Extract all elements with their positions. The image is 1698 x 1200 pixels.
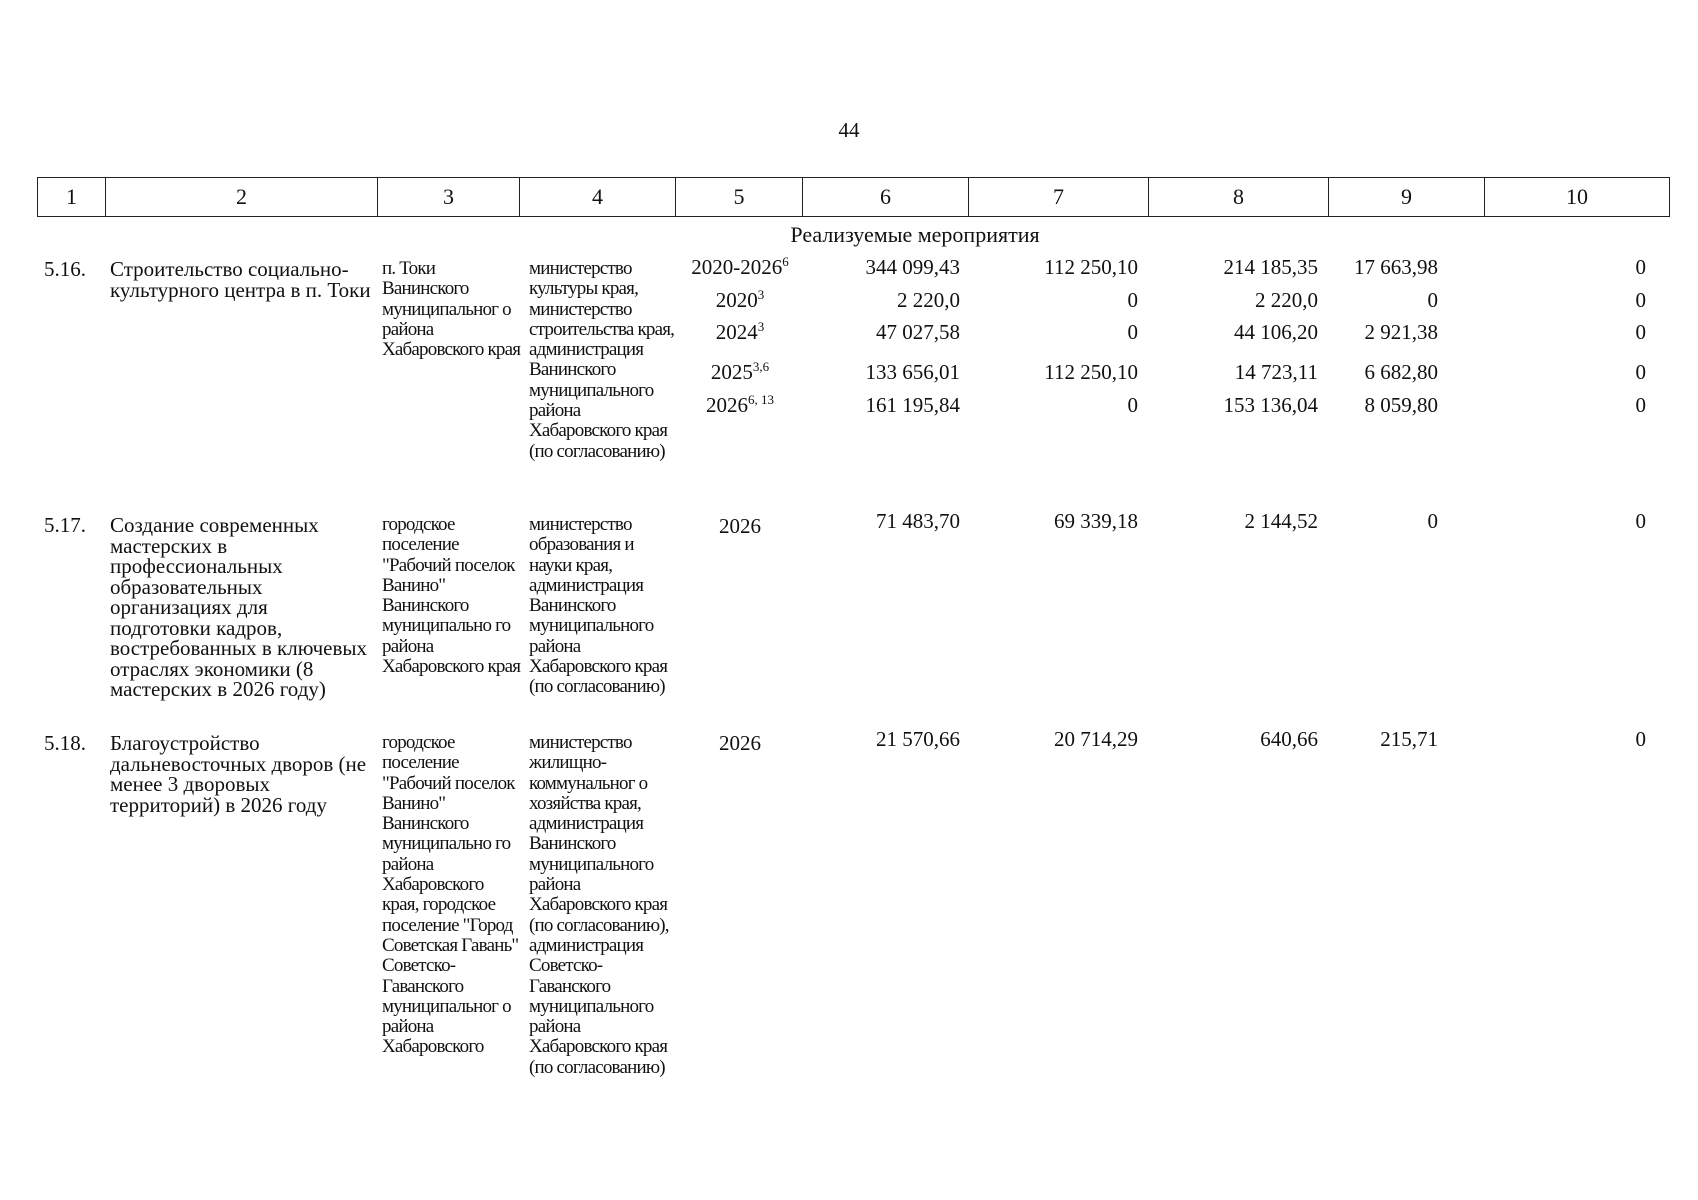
year: 2024 bbox=[715, 320, 758, 344]
column-number-header bbox=[37, 177, 1670, 217]
column-header-2: 2 bbox=[106, 178, 378, 217]
other-sources-value: 0 bbox=[1635, 393, 1646, 417]
section-title: Реализуемые мероприятия bbox=[790, 222, 1040, 247]
regional-budget-value: 214 185,35 bbox=[1223, 255, 1318, 279]
column-header-9: 9 bbox=[1329, 178, 1485, 217]
footnote-ref: 6 bbox=[782, 254, 789, 269]
year-cell bbox=[680, 392, 800, 417]
footnote-ref: 6, 13 bbox=[748, 392, 774, 407]
other-sources-value: 0 bbox=[1635, 509, 1646, 533]
year: 2020-2026 bbox=[691, 255, 783, 279]
federal-budget-value: 0 bbox=[1127, 320, 1138, 344]
column-header-5: 5 bbox=[676, 178, 803, 217]
footnote-ref: 3 bbox=[757, 287, 765, 302]
other-sources-value: 0 bbox=[1635, 255, 1646, 279]
measure-executor: министерство культуры края, министерство строительства края, администрация Ванинского муниципального района Хабаровского края (по согласованию) bbox=[529, 258, 675, 462]
column-header-8: 8 bbox=[1149, 178, 1329, 217]
regional-budget-value: 2 144,52 bbox=[1244, 509, 1318, 533]
other-sources-value: 0 bbox=[1635, 320, 1646, 344]
measure-name: Создание современных мастерских в профессиональных образовательных организациях для подготовки кадров, востребованных в ключевых отраслях экономики (8 мастерских в 2026 году) bbox=[110, 513, 367, 701]
year-cell bbox=[680, 516, 800, 537]
measure-executor: министерство жилищно-коммунальног о хозяйства края, администрация Ванинского муниципального района Хабаровского края (по согласованию), администрация Советско-Гаванского муниципального района Хабаровского края (по согласованию) bbox=[529, 732, 669, 1078]
regional-budget-value: 153 136,04 bbox=[1223, 393, 1318, 417]
year: 2020 bbox=[715, 288, 758, 312]
local-budget-value: 2 921,38 bbox=[1364, 320, 1438, 344]
measure-location: п. Токи Ванинского муниципальног о района Хабаровского края bbox=[382, 258, 521, 361]
row-number: 5.17. bbox=[44, 513, 86, 537]
federal-budget-value: 69 339,18 bbox=[1054, 509, 1138, 533]
year-cell bbox=[680, 733, 800, 754]
column-header-7: 7 bbox=[969, 178, 1149, 217]
federal-budget-value: 20 714,29 bbox=[1054, 727, 1138, 751]
column-header-1: 1 bbox=[38, 178, 106, 217]
other-sources-value: 0 bbox=[1635, 727, 1646, 751]
other-sources-value: 0 bbox=[1635, 360, 1646, 384]
footnote-ref: 3,6 bbox=[752, 359, 770, 374]
local-budget-value: 6 682,80 bbox=[1364, 360, 1438, 384]
year-cell bbox=[680, 359, 800, 384]
year: 2026 bbox=[719, 731, 761, 755]
local-budget-value: 215,71 bbox=[1380, 727, 1438, 751]
federal-budget-value: 0 bbox=[1127, 393, 1138, 417]
column-header-4: 4 bbox=[520, 178, 676, 217]
column-header-10: 10 bbox=[1485, 178, 1670, 217]
page-number: 44 bbox=[838, 118, 860, 142]
federal-budget-value: 112 250,10 bbox=[1044, 255, 1138, 279]
total-value: 161 195,84 bbox=[865, 393, 960, 417]
row-number: 5.16. bbox=[44, 257, 86, 281]
regional-budget-value: 2 220,0 bbox=[1255, 288, 1318, 312]
regional-budget-value: 44 106,20 bbox=[1234, 320, 1318, 344]
total-value: 71 483,70 bbox=[876, 509, 960, 533]
column-header-6: 6 bbox=[803, 178, 969, 217]
year-cell bbox=[680, 287, 800, 312]
local-budget-value: 0 bbox=[1427, 288, 1438, 312]
total-value: 47 027,58 bbox=[876, 320, 960, 344]
measure-executor: министерство образования и науки края, администрация Ванинского муниципального района Хабаровского края (по согласованию) bbox=[529, 514, 668, 698]
local-budget-value: 0 bbox=[1427, 509, 1438, 533]
total-value: 133 656,01 bbox=[865, 360, 960, 384]
column-header-3: 3 bbox=[378, 178, 520, 217]
footnote-ref: 3 bbox=[757, 319, 765, 334]
local-budget-value: 8 059,80 bbox=[1364, 393, 1438, 417]
regional-budget-value: 640,66 bbox=[1260, 727, 1318, 751]
local-budget-value: 17 663,98 bbox=[1354, 255, 1438, 279]
measure-location: городское поселение "Рабочий поселок Ванино" Ванинского муниципально го района Хабаровского края, городское поселение "Город Советская Гавань" Советско-Гаванского муниципальног о района Хабаровского bbox=[382, 732, 519, 1058]
regional-budget-value: 14 723,11 bbox=[1234, 360, 1318, 384]
total-value: 344 099,43 bbox=[865, 255, 960, 279]
row-number: 5.18. bbox=[44, 731, 86, 755]
year-cell bbox=[680, 319, 800, 344]
other-sources-value: 0 bbox=[1635, 288, 1646, 312]
measure-name: Строительство социально-культурного центра в п. Токи bbox=[110, 257, 371, 302]
year: 2026 bbox=[706, 393, 748, 417]
total-value: 21 570,66 bbox=[876, 727, 960, 751]
year: 2026 bbox=[719, 514, 761, 538]
total-value: 2 220,0 bbox=[897, 288, 960, 312]
measure-name: Благоустройство дальневосточных дворов (не менее 3 дворовых территорий) в 2026 году bbox=[110, 731, 367, 817]
year: 2025 bbox=[710, 360, 753, 384]
federal-budget-value: 0 bbox=[1127, 288, 1138, 312]
year-cell bbox=[680, 254, 800, 279]
federal-budget-value: 112 250,10 bbox=[1044, 360, 1138, 384]
measure-location: городское поселение "Рабочий поселок Ванино" Ванинского муниципально го района Хабаровского края bbox=[382, 514, 521, 678]
